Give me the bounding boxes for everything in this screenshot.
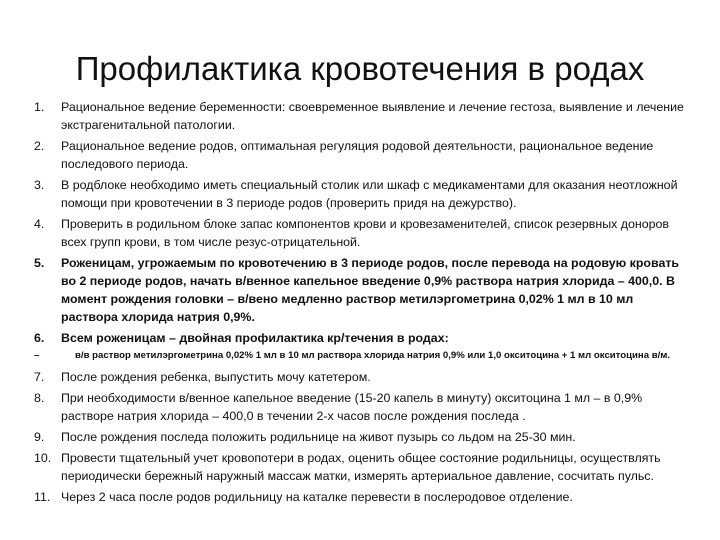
list-item-text: После рождения ребенка, выпустить мочу катетером. <box>61 370 371 384</box>
list-item-text: Через 2 часа после родов родильницу на каталке перевести в послеродовое отделение. <box>61 490 573 504</box>
sub-list-item <box>34 349 684 363</box>
list-item <box>34 428 684 446</box>
list-item-number: 2. <box>34 139 45 153</box>
list-item <box>34 137 684 173</box>
prevention-list <box>34 98 684 509</box>
list-item <box>34 449 684 485</box>
list-item-text: После рождения последа положить родильнице на живот пузырь со льдом на 25-30 мин. <box>61 430 576 444</box>
list-item-number: 8. <box>34 391 45 405</box>
slide-title: Профилактика кровотечения в родах <box>75 50 645 87</box>
list-item-text: Рациональное ведение родов, оптимальная регуляция родовой деятельности, рациональное ведение последового периода. <box>61 139 654 171</box>
list-item-number: 9. <box>34 430 45 444</box>
list-item <box>34 368 684 386</box>
list-item-number: 5. <box>34 256 45 270</box>
list-item-number: 6. <box>34 331 45 345</box>
list-item-number: 10. <box>34 451 52 465</box>
list-item-number: 11. <box>34 490 51 504</box>
list-item <box>34 329 684 347</box>
list-item <box>34 254 684 326</box>
list-item-text: Роженицам, угрожаемым по кровотечению в 3 периоде родов, после перевода на родовую кровать во 2 периоде родов, начать в/венное капельное введение 0,9% раствора натрия хлорида – 400,0. В момент рождения головки – в/вено медленно раствор метилэргометрина 0,02% 1 мл в 10 мл раствора хлорида натрия 0,9%. <box>61 256 680 324</box>
list-item <box>34 389 684 425</box>
list-item-text: Всем роженицам – двойная профилактика кр/течения в родах: <box>61 331 449 345</box>
list-item <box>34 488 684 506</box>
list-item-text: Проверить в родильном блоке запас компонентов крови и кровезаменителей, список резервных доноров всех групп крови, в том числе резус-отрицательной. <box>61 217 669 249</box>
list-item-number: 4. <box>34 217 45 231</box>
list-item <box>34 215 684 251</box>
list-item <box>34 176 684 212</box>
list-item-text: Провести тщательный учет кровопотери в родах, оценить общее состояние родильницы, осуществлять периодически бережный наружный массаж матки, измерять артериальное давление, сосчитать пульс. <box>61 451 661 483</box>
sub-list-item-text: в/в раствор метилэргометрина 0,02% 1 мл в 10 мл раствора хлорида натрия 0,9% или 1,0 окситоцина + 1 мл окситоцина в/м. <box>75 350 671 361</box>
list-item-number: 3. <box>34 178 45 192</box>
list-item-text: В родблоке необходимо иметь специальный столик или шкаф с медикаментами для оказания неотложной помощи при кровотечении в 3 периоде родов (проверить придя на дежурство). <box>61 178 678 210</box>
list-item <box>34 98 684 134</box>
list-item-number: 7. <box>34 370 45 384</box>
sub-list-dash: – <box>34 350 40 361</box>
list-item-number: 1. <box>34 100 45 114</box>
list-item-text: Рациональное ведение беременности: своевременное выявление и лечение гестоза, выявление и лечение экстрагенитальной патологии. <box>61 100 684 132</box>
list-item-text: При необходимости в/венное капельное введение (15-20 капель в минуту) окситоцина 1 мл – в 0,9% растворе натрия хлорида – 400,0 в течении 2-х часов после рождения последа . <box>61 391 643 423</box>
